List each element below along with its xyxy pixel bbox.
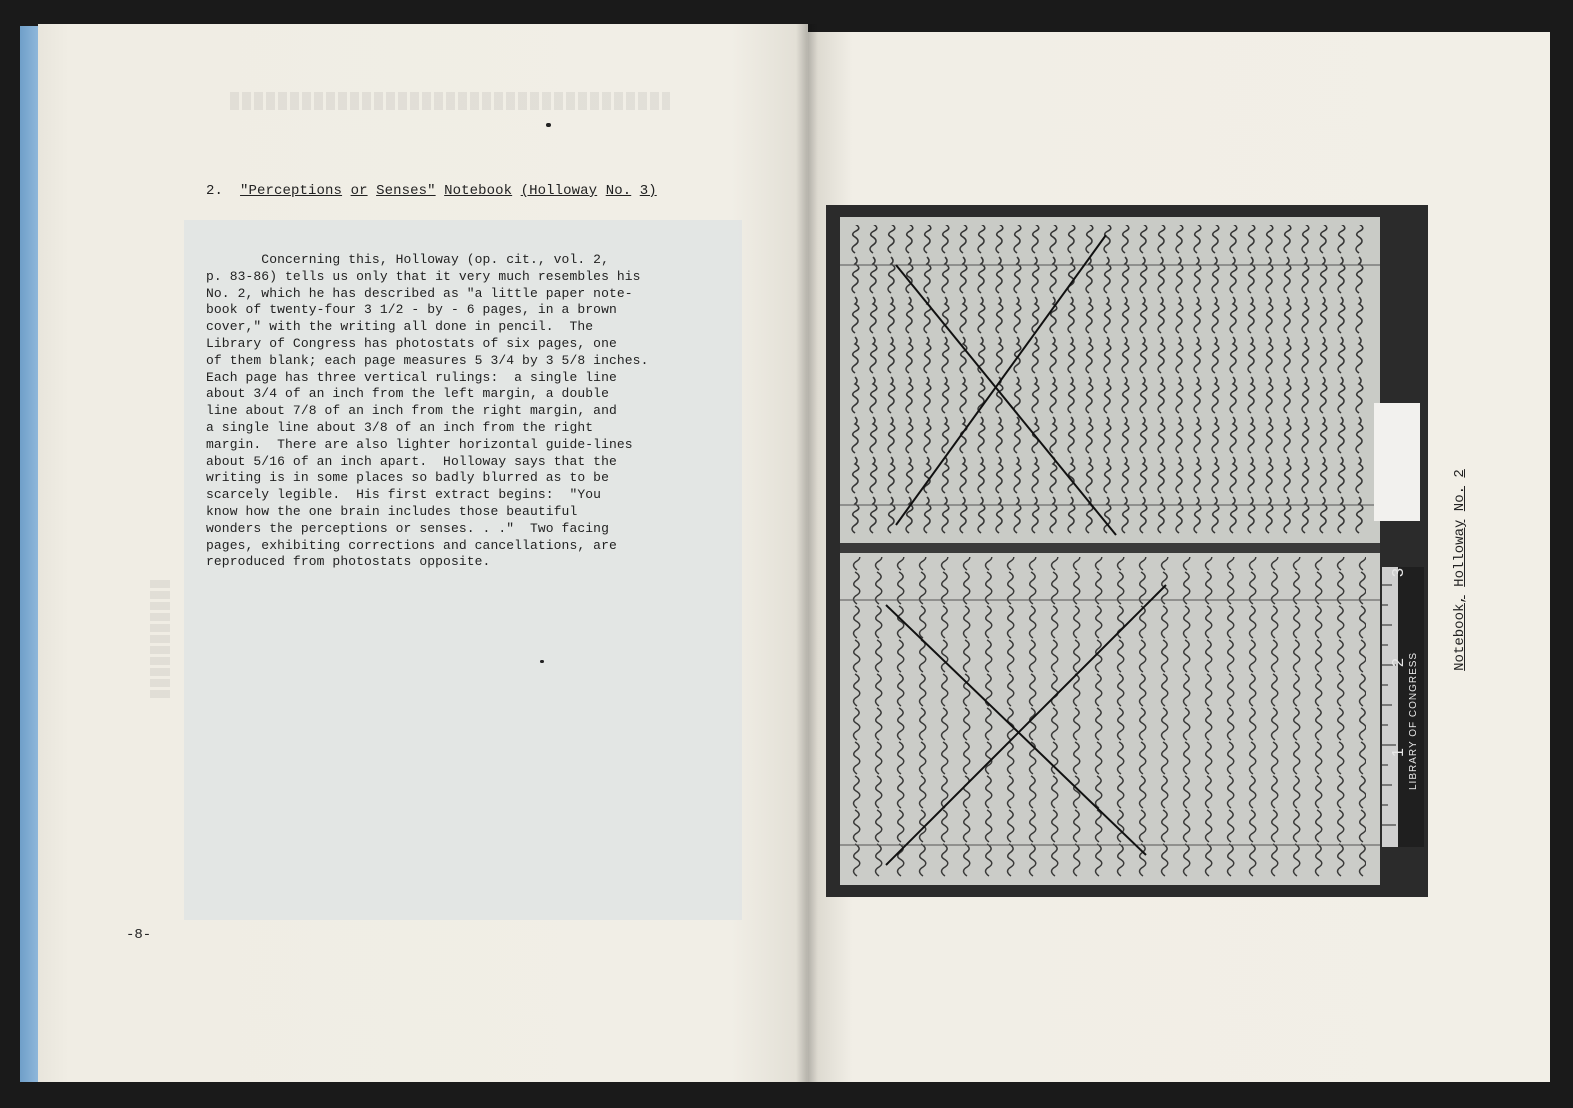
ruler-label: LIBRARY OF CONGRESS — [1408, 651, 1419, 790]
heading-title-word: or — [350, 183, 368, 199]
ruler-number: 1 — [1390, 748, 1407, 757]
body-line: writing is in some places so badly blurred as to be — [206, 470, 609, 486]
body-line: p. 83-86) tells us only that it very much resembles his — [206, 268, 641, 284]
body-line: pages, exhibiting corrections and cancellations, are — [206, 537, 617, 553]
body-line: about 5/16 of an inch apart. Holloway says that the — [206, 453, 617, 469]
heading-title-word: 3) — [639, 183, 657, 199]
body-line: know how the one brain includes those beautiful — [206, 503, 578, 519]
page-number: -8- — [126, 927, 152, 943]
caption-word: 2 — [1452, 469, 1468, 478]
body-line: margin. There are also lighter horizontal guide-lines — [206, 436, 633, 452]
body-line: a single line about 3/8 of an inch from the right — [206, 419, 594, 435]
body-line: cover," with the writing all done in pencil. The — [206, 319, 594, 335]
caption-word: Notebook, — [1452, 595, 1468, 671]
body-line: wonders the perceptions or senses. . ." Two facing — [206, 520, 609, 536]
heading-title-word: Notebook — [444, 183, 513, 199]
body-line: Library of Congress has photostats of six pages, one — [206, 335, 617, 351]
body-line: reproduced from photostats opposite. — [206, 554, 491, 570]
body-line: scarcely legible. His first extract begins: "You — [206, 487, 602, 503]
bleed-through-title — [230, 92, 670, 110]
heading-title-word: No. — [605, 183, 632, 199]
heading-number: 2. — [206, 183, 224, 199]
body-line: No. 2, which he has described as "a little paper note- — [206, 285, 633, 301]
body-line: Each page has three vertical rulings: a single line — [206, 369, 617, 385]
photostat-image — [826, 205, 1428, 897]
heading-title-word: "Perceptions — [240, 183, 343, 199]
bleed-through-vertical-text — [150, 580, 170, 700]
body-paragraph — [206, 252, 766, 571]
notebook-photostat — [826, 205, 1428, 897]
caption-word: Holloway — [1452, 519, 1468, 587]
body-line: of them blank; each page measures 5 3/4 by 3 5/8 inches. — [206, 352, 649, 368]
book-gutter — [796, 24, 818, 1082]
ruler-number: 3 — [1390, 568, 1407, 577]
body-line: book of twenty-four 3 1/2 - by - 6 pages, in a brown — [206, 302, 617, 318]
heading-title-word: (Holloway — [520, 183, 598, 199]
caption-word: No. — [1452, 485, 1468, 512]
heading-title-word: Senses" — [376, 183, 436, 199]
body-line: Concerning this, Holloway (op. cit., vol. 2, — [206, 252, 609, 267]
section-heading — [206, 183, 657, 199]
body-line: about 3/4 of an inch from the left margin, a double — [206, 386, 609, 402]
ink-mark — [546, 123, 551, 127]
ruler-number: 2 — [1390, 658, 1407, 667]
body-line: line about 7/8 of an inch from the right margin, and — [206, 403, 617, 419]
figure-caption — [1440, 470, 1480, 670]
ink-mark — [540, 660, 544, 663]
